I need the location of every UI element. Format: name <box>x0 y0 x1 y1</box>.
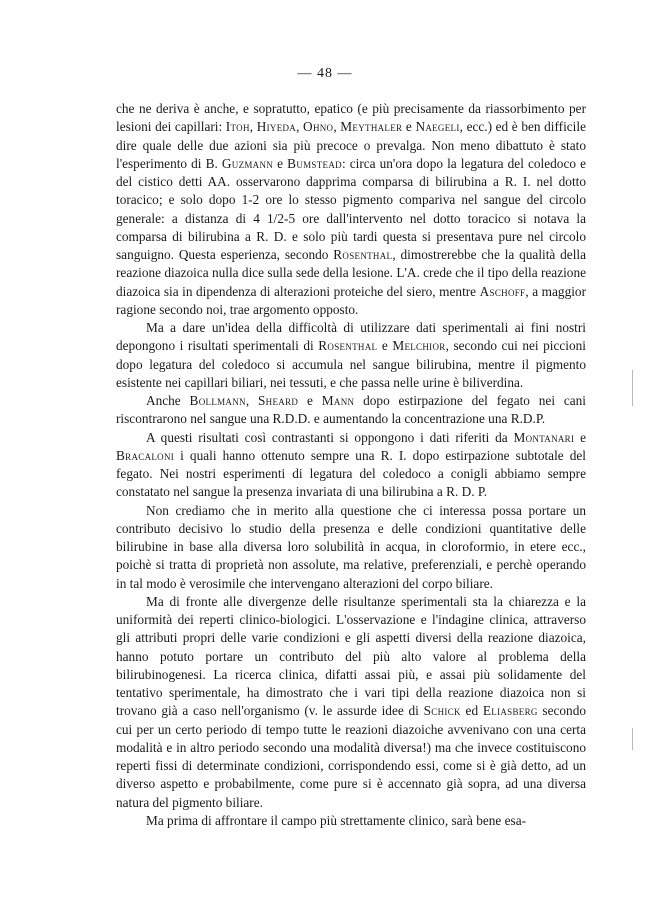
text-run: , secondo cui nei piccioni dopo legatura del coledoco si accumula nel sangue bilirubina, mentre il pigmento esistente nei capillari biliari, nei tessuti, e che passa nelle urine è biliverdina. <box>116 338 586 390</box>
author-name: Montanari <box>513 429 575 445</box>
author-name: Hiyeda <box>256 119 297 135</box>
author-name: Bollmann <box>189 393 246 408</box>
author-name: Sheard <box>257 393 299 408</box>
text-run: , <box>296 119 304 135</box>
author-name: Mann <box>321 393 355 408</box>
author-name: Naegeli <box>415 119 460 135</box>
author-name: Schick <box>423 703 461 719</box>
text-run: , a maggior ragione secondo noi, trae argomento opposto. <box>116 283 586 317</box>
author-name: Rosenthal <box>333 247 393 262</box>
author-name: Itoh <box>225 119 250 135</box>
paragraph <box>116 502 586 593</box>
paragraph <box>116 319 586 392</box>
margin-scan-mark <box>632 370 633 406</box>
paragraph <box>116 392 586 429</box>
author-name: Eliasberg <box>482 703 538 719</box>
author-name: Aschoff <box>479 283 526 299</box>
text-run: Ma di fronte alle divergenze delle risultanze sperimentali sta la chiarezza e la uniformità dei reperti clinico-biologici. L'osservazione e l'indagine clinica, attraverso gli attributi propri delle varie condizioni e gli aspetti diversi della reazione diazoica, hanno potuto portare un contributo del più alto valore al problema della bilirubinogenesi. La ricerca clinica, difatti assai più, e assai più solidamente del tentativo sperimentale, ha dimostrato che i vari tipi della reazione diazoica non si trovano già a caso nell'organismo (v. le assurde idee di <box>116 593 586 719</box>
text-run: ed <box>460 703 483 719</box>
text-run: e <box>377 338 393 354</box>
text-run: e <box>402 119 416 135</box>
author-name: Ohno <box>303 119 334 135</box>
text-run: i quali hanno ottenuto sempre una R. I. dopo estirpazione subtotale del fegato. Nei nostri esperimenti di legatura del coledoco a conigli abbiamo sempre constatato nel sangue la presenza invariata di una bilirubina a R. D. P. <box>116 447 586 500</box>
paragraph <box>116 100 586 319</box>
paragraph <box>116 429 586 502</box>
text-run: Anche <box>146 393 190 408</box>
text-run: Ma a dare un'idea della difficoltà di utilizzare dati sperimentali ai fini nostri depongono i risultati sperimentali di <box>116 320 586 354</box>
text-run: A questi risultati così contrastanti si oppongono i dati riferiti da <box>146 429 514 445</box>
author-name: Rosenthal <box>318 338 378 354</box>
margin-scan-mark <box>632 728 633 750</box>
text-run: secondo cui per un certo periodo di tempo tutte le reazioni diazoiche avvenivano con una certa modalità e in altro periodo secondo una modalità diversa!) ma che invece costituiscono reperti fissi di determinate condizioni, corrispondendo essi, come si è già detto, ad un diverso aspetto e probabilmente, come pure si è accennato già sopra, ad una diversa natura del pigmento biliare. <box>116 703 586 810</box>
text-run: , dimostrerebbe che la qualità della reazione diazoica nulla dice sulla sede della lesione. L'A. crede che il tipo della reazione diazoica sia in dipendenza di alterazioni proteiche del siero, mentre <box>116 247 586 299</box>
text-run: , ecc.) ed è ben difficile dire quale delle due azioni sia più precoce o prevalga. Non meno dibattuto è stato l'esperimento di B. <box>116 119 586 171</box>
body-text <box>116 100 586 830</box>
page-number: — 48 — <box>297 66 353 81</box>
text-run: : circa un'ora dopo la legatura del coledoco e del cistico detti AA. osservarono dapprima comparsa di bilirubina a R. I. nel dotto toracico; e solo dopo 1-2 ore lo stesso pigmento compariva nel sangue del circolo generale: a distanza di 4 1/2-5 ore dall'intervento nel dotto toracico si notava la comparsa di bilirubina a R. D. e solo più tardi questa si presentava pure nel circolo sanguigno. Questa esperienza, secondo <box>116 155 586 262</box>
text-run: e <box>273 155 288 171</box>
text-run: , <box>249 119 257 135</box>
paragraph <box>116 812 586 830</box>
author-name: Melchior <box>392 338 446 354</box>
author-name: Guzmann <box>221 155 274 171</box>
text-run: , <box>333 119 341 135</box>
author-name: Bumstead <box>287 155 342 171</box>
text-run: Ma prima di affrontare il campo più strettamente clinico, sarà bene esa- <box>146 812 527 828</box>
text-run: e <box>298 393 322 408</box>
text-run: che ne deriva è anche, e sopratutto, epatico (e più precisamente da riassorbimento per lesioni dei capillari: <box>116 101 586 135</box>
text-run: Non crediamo che in merito alla questione che ci interessa possa portare un contributo decisivo lo studio della presenza e delle condizioni quantitative delle bilirubine in base alla diversa loro solubilità in acqua, in cloroformio, in etere ecc., poichè si tratta di proprietà non assolute, ma relative, preferenziali, e perchè operando in tal modo è verosimile che intervengano alterazioni del corpo biliare. <box>116 502 586 591</box>
author-name: Bracaloni <box>116 447 175 463</box>
paragraph <box>116 593 586 812</box>
text-run: e <box>574 429 586 445</box>
text-run: , <box>245 393 258 408</box>
text-run: dopo estirpazione del fegato nei cani riscontrarono nel sangue una R.D.D. e aumentando la concentrazione una R.D.P. <box>116 393 586 427</box>
author-name: Meythaler <box>340 119 403 135</box>
